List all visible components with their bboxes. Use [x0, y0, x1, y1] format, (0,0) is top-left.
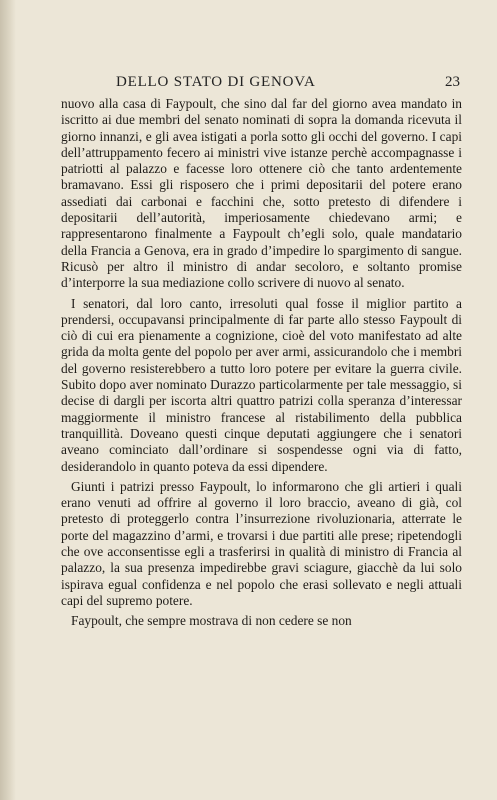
paragraph: Faypoult, che sempre mostrava di non cedere se non — [71, 613, 352, 629]
page-number: 23 — [445, 74, 460, 90]
paragraph: I senatori, dal loro canto, irresoluti qual fosse il miglior partito a prendersi, occupavansi principalmente di far parte allo stesso Faypoult di ciò di cui era pienamente a cognizione, cioè del voto manifestato ad alte grida da molta gente del popolo per aver armi, assicurandolo che i membri del governo resisterebbero a tutto loro potere per evitare la guerra civile. Subito dopo aver nominato Durazzo particolarmente per tale messaggio, si decise di dargli per iscorta altri quattro patrizi colla speranza d’interessar maggiormente il ministro francese al ristabilimento della pubblica tranquillità. Doveano questi cinque deputati aggiungere che i senatori aveano cominciato dall’ordinare si sospendesse ogni via di fatto, desiderandolo in quanto poteva da essi dipendere. — [61, 295, 462, 474]
running-title: DELLO STATO DI GENOVA — [116, 74, 316, 90]
body-text — [61, 96, 462, 634]
page-gutter-shadow — [0, 0, 16, 800]
paragraph: nuovo alla casa di Faypoult, che sino dal far del giorno avea mandato in iscritto ai due membri del senato nominati di sopra la domanda ricevuta il giorno innanzi, e gli avea istigati a porla sotto gli occhi del governo. I capi dell’attruppamento fecero ai ministri vive istanze perchè accompagnasse i patriotti al palazzo e facesse loro ottenere ciò che tanto ardentemente bramavano. Essi gli risposero che i primi depositarii del potere erano assediati dai carbonai e facchini che, sotto pretesto di difendere i depositarii dell’autorità, imperiosamente chiedevano armi; e rappresentarono finalmente a Faypoult ch’egli solo, quale mandatario della Francia a Genova, era in grado d’impedire lo spargimento di sangue. Ricusò per altro il ministro di andar secoloro, e soltanto promise d’interporre la sua mediazione collo scrivere di nuovo al senato. — [61, 96, 462, 291]
paragraph: Giunti i patrizi presso Faypoult, lo informarono che gli artieri i quali erano venuti ad offrire al governo il loro braccio, aveano di già, col pretesto di proteggerlo contra l’insurrezione rivoluzionaria, atterrate le porte del magazzino d’armi, e trovarsi i due partiti alle prese; ripetendogli che ove acconsentisse egli a trasferirsi in qualità di ministro di Francia al palazzo, la sua presenza impedirebbe gravi sciagure, giacchè da lui solo ispirava egual confidenza e nel popolo che erasi sollevato e negli attuali capi del supremo potere. — [61, 478, 462, 608]
